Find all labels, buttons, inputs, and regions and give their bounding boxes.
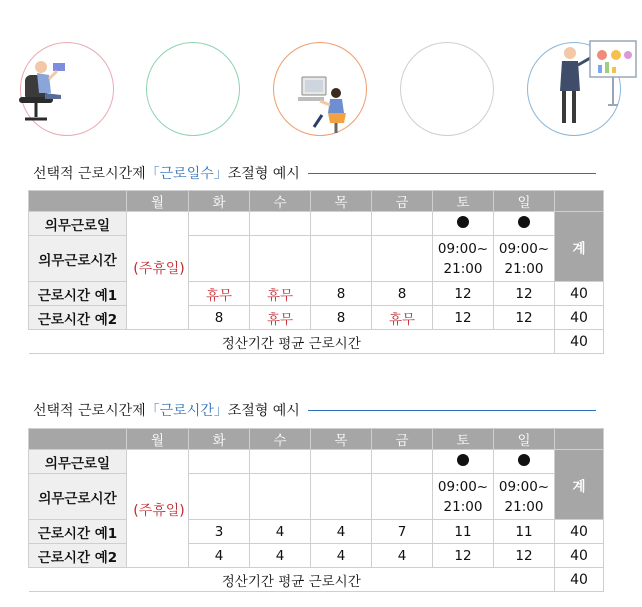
header-blank — [555, 429, 604, 450]
table-cell: 12 — [433, 306, 494, 330]
table-cell — [189, 236, 250, 282]
schedule-table-1 — [28, 190, 604, 354]
mandatory-day-cell — [494, 212, 555, 236]
mandatory-time-cell — [433, 236, 494, 282]
day-header: 금 — [372, 191, 433, 212]
title-rule — [308, 410, 596, 411]
day-header: 월 — [127, 191, 189, 212]
table-cell: 휴무 — [189, 282, 250, 306]
table-cell — [311, 474, 372, 520]
total-cell: 40 — [555, 282, 604, 306]
row-label: 의무근로일 — [29, 450, 127, 474]
schedule-table-2 — [28, 428, 604, 592]
table-cell — [189, 474, 250, 520]
table-cell: 4 — [250, 520, 311, 544]
day-header: 수 — [250, 191, 311, 212]
section-title-prefix: 선택적 근로시간제 — [33, 403, 146, 419]
average-label: 정산기간 평균 근로시간 — [29, 330, 555, 354]
average-value: 40 — [555, 568, 604, 592]
mandatory-day-cell — [433, 212, 494, 236]
illustration-circle-3 — [273, 42, 367, 136]
table-cell — [189, 450, 250, 474]
day-header: 토 — [433, 429, 494, 450]
mandatory-day-cell — [433, 450, 494, 474]
row-label: 근로시간 예2 — [29, 306, 127, 330]
total-header: 계 — [555, 212, 604, 282]
holiday-label-cell — [127, 282, 189, 330]
presenter-with-chart-illustration — [538, 35, 642, 135]
section-title-highlight: 「근로일수」 — [145, 166, 228, 182]
table-cell: 8 — [189, 306, 250, 330]
table-cell: 8 — [372, 282, 433, 306]
section-title-suffix: 조절형 예시 — [227, 403, 300, 419]
total-cell: 40 — [555, 306, 604, 330]
row-label: 근로시간 예1 — [29, 282, 127, 306]
table-cell: 12 — [433, 544, 494, 568]
table-cell: 12 — [433, 282, 494, 306]
holiday-label: (주휴일) — [133, 261, 185, 277]
row-label: 의무근로시간 — [29, 236, 127, 282]
time-end: 21:00 — [504, 498, 544, 515]
title-rule — [308, 173, 596, 174]
total-cell: 40 — [555, 544, 604, 568]
day-header: 화 — [189, 429, 250, 450]
table-cell: 11 — [494, 520, 555, 544]
mandatory-dot-icon — [518, 454, 530, 466]
table-cell: 8 — [311, 282, 372, 306]
illustration-circle-2 — [146, 42, 240, 136]
section-title-prefix: 선택적 근로시간제 — [33, 166, 146, 182]
section-title-1 — [33, 163, 596, 183]
day-header: 목 — [311, 191, 372, 212]
table-cell: 휴무 — [372, 306, 433, 330]
average-value: 40 — [555, 330, 604, 354]
table-cell: 4 — [311, 520, 372, 544]
time-start: 09:00~ — [498, 478, 550, 495]
header-blank — [555, 191, 604, 212]
table-cell — [311, 236, 372, 282]
total-cell: 40 — [555, 520, 604, 544]
day-header: 수 — [250, 429, 311, 450]
table-cell — [372, 474, 433, 520]
holiday-label: (주휴일) — [133, 503, 185, 519]
section-title-suffix: 조절형 예시 — [227, 166, 300, 182]
total-header: 계 — [555, 450, 604, 520]
mandatory-dot-icon — [457, 216, 469, 228]
table-cell — [250, 212, 311, 236]
mandatory-day-cell — [494, 450, 555, 474]
person-at-computer-illustration — [5, 37, 97, 129]
time-start: 09:00~ — [498, 240, 550, 257]
table-cell — [372, 212, 433, 236]
table-cell: 11 — [433, 520, 494, 544]
table-cell: 4 — [311, 544, 372, 568]
table-cell: 12 — [494, 306, 555, 330]
illustration-row — [0, 0, 642, 140]
time-start: 09:00~ — [437, 240, 489, 257]
mandatory-dot-icon — [518, 216, 530, 228]
day-header: 일 — [494, 191, 555, 212]
time-end: 21:00 — [443, 260, 483, 277]
table-cell: 휴무 — [250, 306, 311, 330]
table-cell — [189, 212, 250, 236]
mandatory-time-cell — [433, 474, 494, 520]
average-label: 정산기간 평균 근로시간 — [29, 568, 555, 592]
table-cell — [250, 450, 311, 474]
mandatory-time-cell — [494, 236, 555, 282]
day-header: 화 — [189, 191, 250, 212]
table-cell — [311, 450, 372, 474]
time-end: 21:00 — [504, 260, 544, 277]
table-cell: 12 — [494, 544, 555, 568]
table-cell — [250, 236, 311, 282]
day-header: 토 — [433, 191, 494, 212]
illustration-circle-5 — [527, 42, 621, 136]
illustration-circle-1 — [20, 42, 114, 136]
table-cell — [372, 236, 433, 282]
day-header: 월 — [127, 429, 189, 450]
table-cell: 4 — [250, 544, 311, 568]
row-label: 근로시간 예1 — [29, 520, 127, 544]
section-title-highlight: 「근로시간」 — [145, 403, 228, 419]
day-header: 목 — [311, 429, 372, 450]
table-cell: 4 — [189, 544, 250, 568]
day-header: 일 — [494, 429, 555, 450]
time-end: 21:00 — [443, 498, 483, 515]
row-label: 근로시간 예2 — [29, 544, 127, 568]
table-cell — [372, 450, 433, 474]
header-blank — [29, 429, 127, 450]
mandatory-dot-icon — [457, 454, 469, 466]
woman-at-desk-illustration — [274, 43, 366, 135]
row-label: 의무근로시간 — [29, 474, 127, 520]
table-cell: 3 — [189, 520, 250, 544]
time-start: 09:00~ — [437, 478, 489, 495]
illustration-circle-4 — [400, 42, 494, 136]
mandatory-time-cell — [494, 474, 555, 520]
table-cell: 8 — [311, 306, 372, 330]
table-cell: 4 — [372, 544, 433, 568]
table-cell — [311, 212, 372, 236]
row-label: 의무근로일 — [29, 212, 127, 236]
section-title-2 — [33, 400, 596, 420]
table-cell: 12 — [494, 282, 555, 306]
day-header: 금 — [372, 429, 433, 450]
table-cell: 7 — [372, 520, 433, 544]
table-cell: 휴무 — [250, 282, 311, 306]
table-cell — [250, 474, 311, 520]
header-blank — [29, 191, 127, 212]
